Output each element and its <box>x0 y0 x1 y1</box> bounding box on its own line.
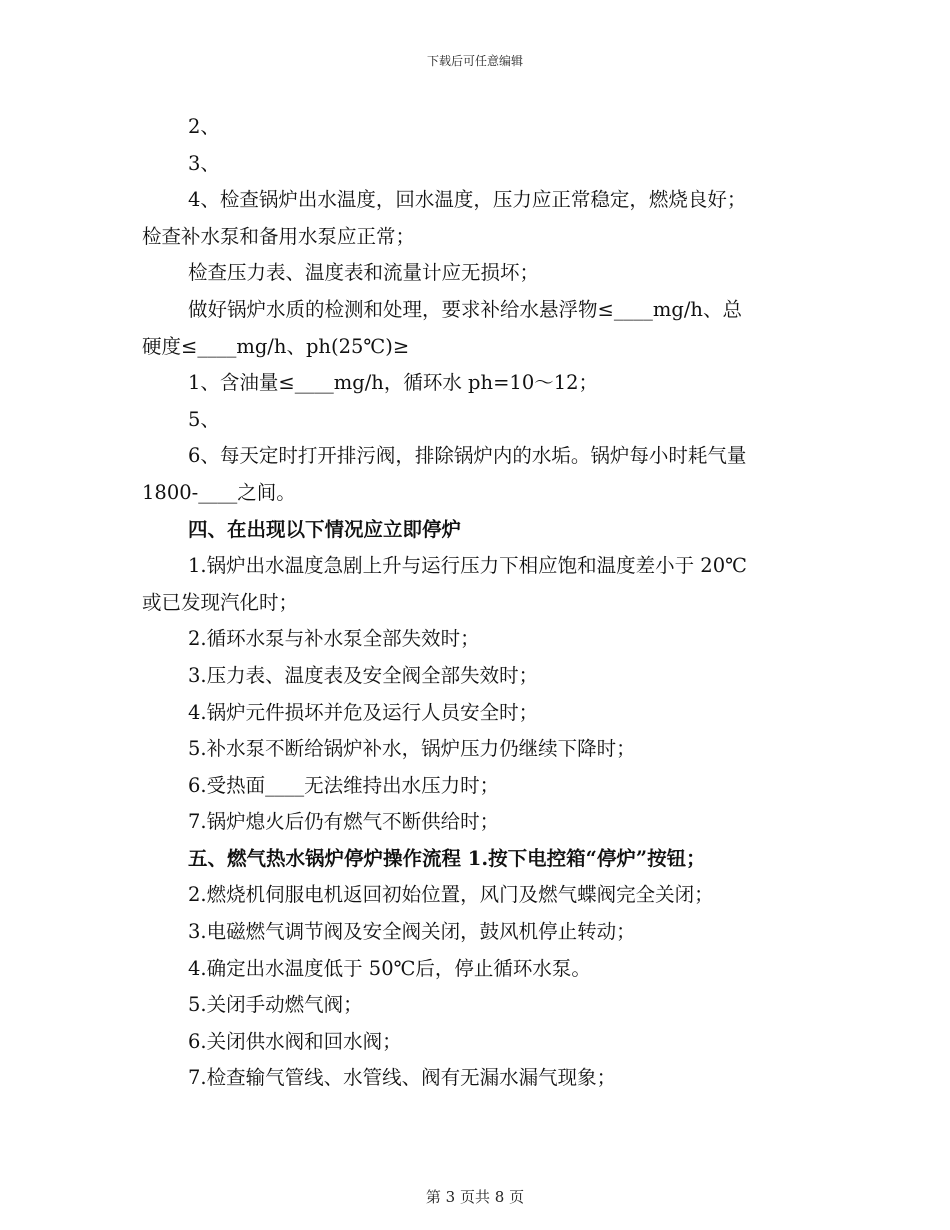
text-line: 1.锅炉出水温度急剧上升与运行压力下相应饱和温度差小于 20℃ <box>188 554 747 578</box>
text-line: 5.关闭手动燃气阀； <box>188 993 363 1017</box>
text-line: 5.补水泵不断给锅炉补水，锅炉压力仍继续下降时； <box>188 737 636 761</box>
text-line: 检查补水泵和备用水泵应正常； <box>142 224 416 248</box>
text-line: 3.压力表、温度表及安全阀全部失效时； <box>188 663 539 687</box>
page-footer: 第 3 页共 8 页 <box>425 1188 525 1206</box>
text-line: 硬度≤____mg/h、ph(25℃)≥ <box>142 334 410 358</box>
text-line: 7.检查输气管线、水管线、阀有无漏水漏气现象； <box>188 1066 617 1090</box>
text-line: 3、 <box>188 151 220 175</box>
text-line: 1、含油量≤____mg/h，循环水 ph=10～12； <box>188 371 599 395</box>
text-line: 6.关闭供水阀和回水阀； <box>188 1029 402 1053</box>
text-line: 2、 <box>188 115 220 138</box>
text-line: 检查压力表、温度表和流量计应无损坏； <box>188 261 540 285</box>
text-line: 3.电磁燃气调节阀及安全阀关闭，鼓风机停止转动； <box>188 920 636 944</box>
text-line: 6.受热面____无法维持出水压力时； <box>188 773 500 797</box>
text-line: 6、每天定时打开排污阀，排除锅炉内的水垢。锅炉每小时耗气量 <box>188 444 747 468</box>
text-line: 2.循环水泵与补水泵全部失效时； <box>188 627 480 651</box>
text-line: 5、 <box>188 407 220 431</box>
text-line: 4.锅炉元件损坏并危及运行人员安全时； <box>188 700 539 724</box>
section-heading: 五、燃气热水锅炉停炉操作流程 1.按下电控箱“停炉”按钮； <box>188 846 706 870</box>
page-header: 下载后可任意编辑 <box>426 54 523 68</box>
text-line: 1800-____之间。 <box>142 480 296 504</box>
text-line: 做好锅炉水质的检测和处理，要求补给水悬浮物≤____mg/h、总 <box>188 297 742 321</box>
text-line: 2.燃烧机伺服电机返回初始位置，风门及燃气蝶阀完全关闭； <box>188 883 714 907</box>
text-line: 或已发现汽化时； <box>142 590 299 614</box>
text-line: 7.锅炉熄火后仍有燃气不断供给时； <box>188 810 500 834</box>
text-line: 4.确定出水温度低于 50℃后，停止循环水泵。 <box>188 956 591 980</box>
document-body <box>142 109 812 1097</box>
text-line: 4、检查锅炉出水温度，回水温度，压力应正常稳定，燃烧良好； <box>188 188 747 212</box>
section-heading: 四、在出现以下情况应立即停炉 <box>188 517 462 541</box>
